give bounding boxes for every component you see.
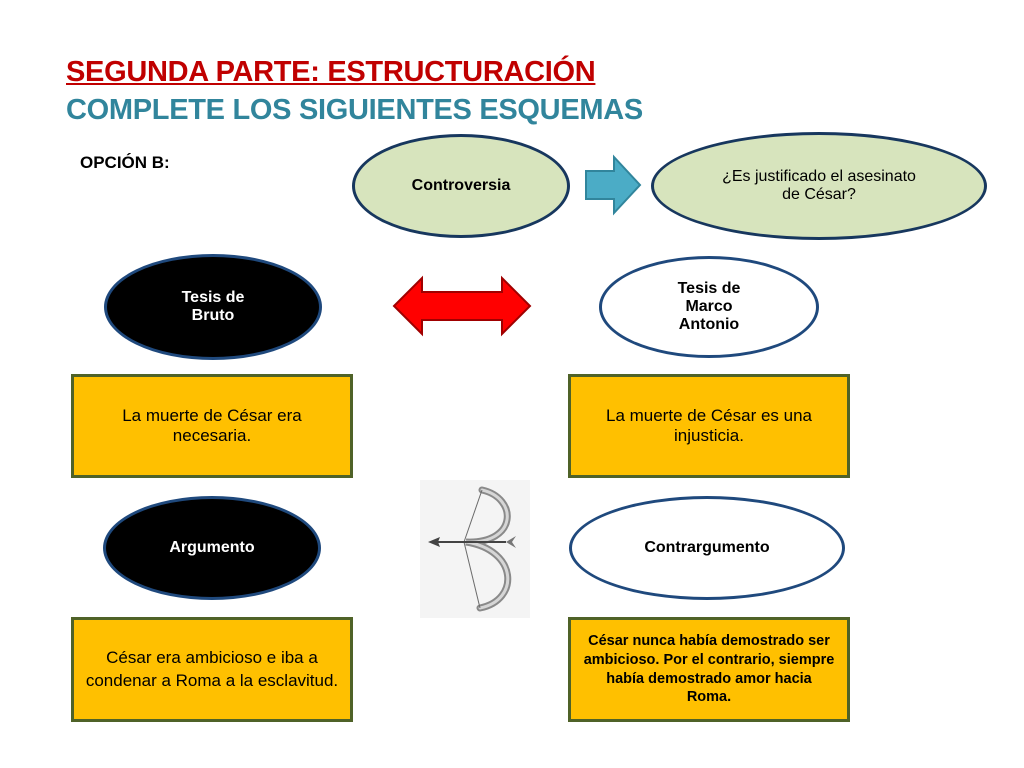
thesis-bruto-text: La muerte de César era necesaria. — [122, 406, 302, 445]
double-arrow-icon — [392, 276, 532, 336]
controversy-node — [352, 134, 570, 238]
controversy-label: Controversia — [411, 177, 511, 194]
page-title: SEGUNDA PARTE: ESTRUCTURACIÓN — [66, 56, 596, 88]
counterargument-text: César nunca había demostrado ser ambicioso. Por el contrario, siempre había demostrado amor hacia Roma. — [583, 632, 835, 706]
thesis-marco-antonio-label: Tesis de Marco Antonio — [677, 280, 741, 333]
counterargument-node — [569, 496, 845, 600]
thesis-marco-antonio-node — [599, 256, 819, 358]
bow-and-arrow-icon — [420, 480, 530, 618]
right-arrow-icon — [584, 155, 642, 215]
question-node — [651, 132, 987, 240]
question-text: ¿Es justificado el asesinato de César? — [722, 168, 916, 203]
thesis-marco-antonio-box — [568, 374, 850, 478]
thesis-bruto-box — [71, 374, 353, 478]
argument-box — [71, 617, 353, 722]
thesis-bruto-label: Tesis de Bruto — [181, 289, 245, 324]
counterargument-label: Contrargumento — [644, 539, 770, 556]
page-subtitle: COMPLETE LOS SIGUIENTES ESQUEMAS — [66, 94, 643, 126]
thesis-bruto-node — [104, 254, 322, 360]
argument-node — [103, 496, 321, 600]
argument-text: César era ambicioso e iba a condenar a Roma a la esclavitud. — [85, 647, 339, 690]
thesis-marco-antonio-text: La muerte de César es una injusticia. — [605, 406, 812, 445]
option-label: OPCIÓN B: — [80, 153, 170, 172]
counterargument-box — [568, 617, 850, 722]
argument-label: Argumento — [169, 539, 255, 556]
